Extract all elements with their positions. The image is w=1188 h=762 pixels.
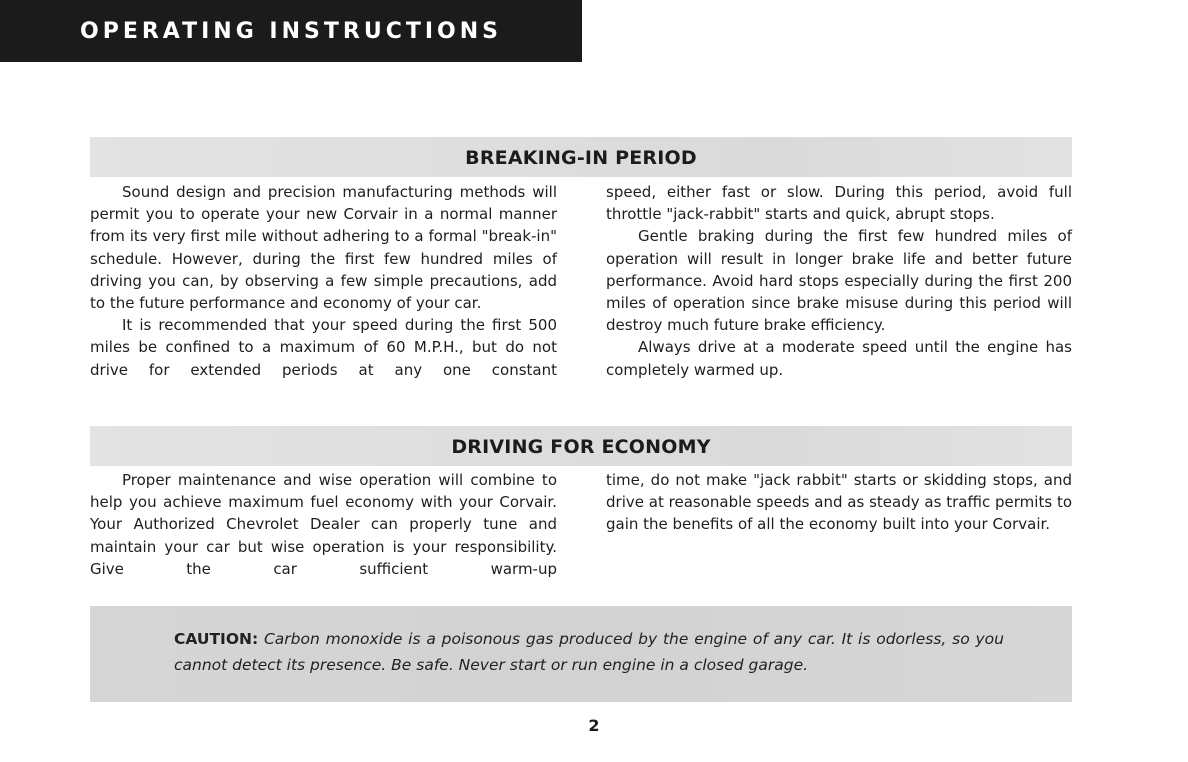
- caution-body: Carbon monoxide is a poisonous gas produced by the engine of any car. It is odorless, so you cannot detect its presence. Be safe. Never start or run engine in a closed garage.: [174, 630, 1004, 674]
- paragraph: time, do not make "jack rabbit" starts or skidding stops, and drive at reasonable speeds and as steady as traffic permits to gain the benefits of all the economy built into your Corvair.: [606, 471, 1072, 534]
- breaking-in-right-column: [606, 181, 1072, 381]
- paragraph: It is recommended that your speed during the first 500 miles be confined to a maximum of 60 M.P.H., but do not drive for extended periods at any one constant: [90, 316, 557, 379]
- paragraph: Sound design and precision manufacturing methods will permit you to operate your new Corvair in a normal manner from its very first mile without adhering to a formal "break-in" schedule. However, during the first few hundred miles of driving you can, by observing a few simple precautions, add to the future performance and economy of your car.: [90, 183, 557, 313]
- section-heading-band-economy: [90, 426, 1072, 466]
- page-title: OPERATING INSTRUCTIONS: [80, 19, 502, 44]
- caution-label: CAUTION:: [174, 630, 259, 648]
- economy-left-column: [90, 469, 557, 580]
- economy-right-column: [606, 469, 1072, 536]
- caution-box: [90, 606, 1072, 702]
- paragraph: Proper maintenance and wise operation will combine to help you achieve maximum fuel economy with your Corvair. Your Authorized Chevrolet Dealer can properly tune and maintain your car but wise operation is your responsibility. Give the car sufficient warm-up: [90, 471, 557, 578]
- caution-text: [174, 626, 1004, 678]
- paragraph: Gentle braking during the first few hundred miles of operation will result in longer brake life and better future performance. Avoid hard stops especially during the first 200 miles of operation since brake misuse during this period will destroy much future brake efficiency.: [606, 227, 1072, 335]
- header-bar: [0, 0, 582, 62]
- paragraph: speed, either fast or slow. During this period, avoid full throttle "jack-rabbit" starts and quick, abrupt stops.: [606, 183, 1072, 224]
- breaking-in-left-column: [90, 181, 557, 381]
- paragraph: Always drive at a moderate speed until the engine has completely warmed up.: [606, 338, 1072, 379]
- section-heading-breaking-in: BREAKING-IN PERIOD: [465, 147, 697, 169]
- section-heading-band-breaking-in: [90, 137, 1072, 177]
- section-heading-economy: DRIVING FOR ECONOMY: [451, 436, 711, 458]
- page-number: 2: [588, 716, 600, 735]
